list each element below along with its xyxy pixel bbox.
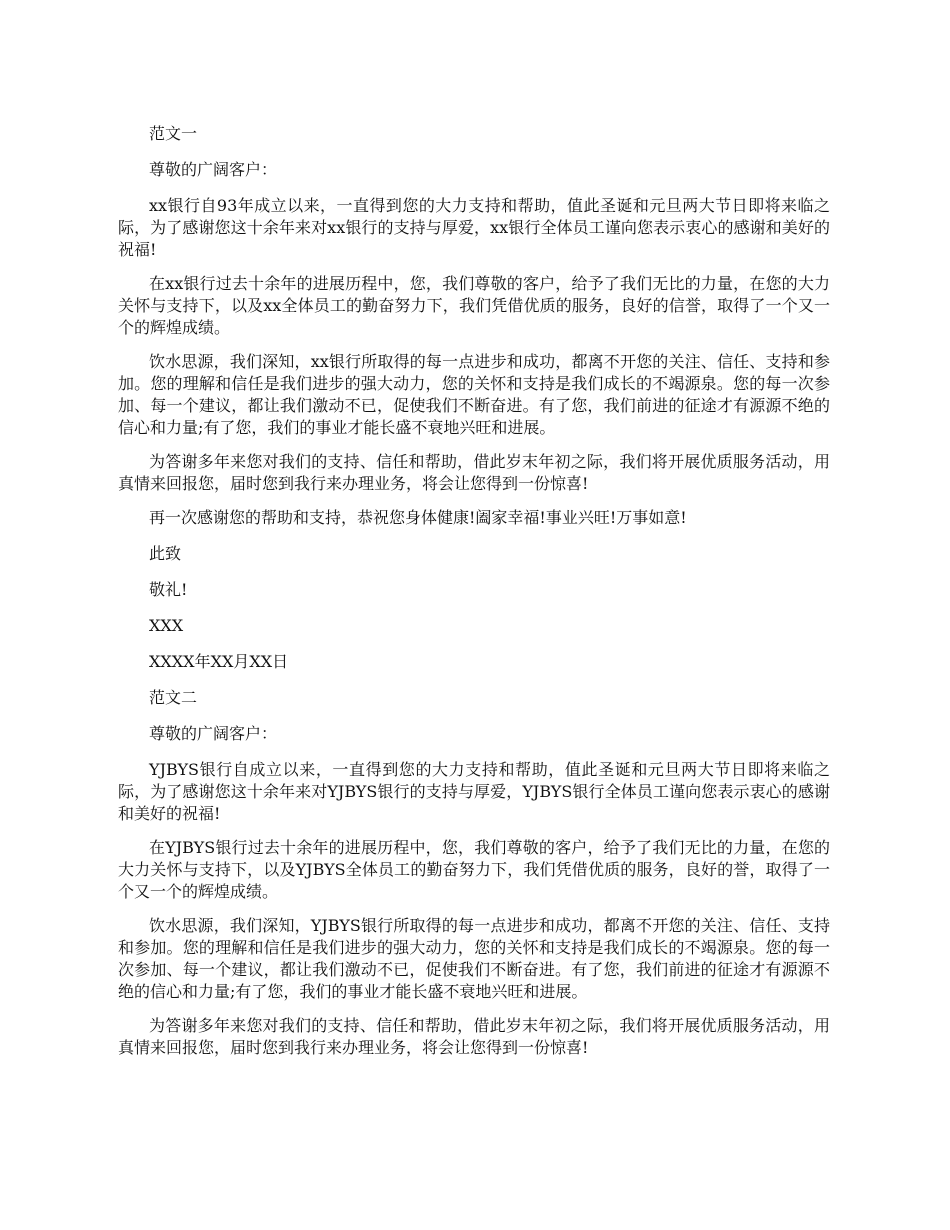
- document-body: [118, 123, 830, 1071]
- body-paragraph: 为答谢多年来您对我们的支持、信任和帮助，借此岁末年初之际，我们将开展优质服务活动，用真情来回报您，届时您到我行来办理业务，将会让您得到一份惊喜!: [118, 452, 830, 493]
- body-paragraph: 饮水思源，我们深知，xx银行所取得的每一点进步和成功，都离不开您的关注、信任、支持和参加。您的理解和信任是我们进步的强大动力，您的关怀和支持是我们成长的不竭源泉。您的每一次参加、每一个建议，都让我们激动不已，促使我们不断奋进。有了您，我们前进的征途才有源源不绝的信心和力量;有了您，我们的事业才能长盛不衰地兴旺和进展。: [118, 352, 830, 437]
- section-heading-sample-one: 范文一: [149, 124, 198, 143]
- section-heading-sample-two: 范文二: [149, 688, 198, 707]
- signature: XXX: [149, 616, 184, 635]
- body-paragraph: 为答谢多年来您对我们的支持、信任和帮助，借此岁末年初之际，我们将开展优质服务活动，用真情来回报您，届时您到我行来办理业务，将会让您得到一份惊喜!: [118, 1016, 830, 1057]
- body-paragraph: 饮水思源，我们深知，YJBYS银行所取得的每一点进步和成功，都离不开您的关注、信任、支持和参加。您的理解和信任是我们进步的强大动力，您的关怀和支持是我们成长的不竭源泉。您的每一次参加、每一个建议，都让我们激动不已，促使我们不断奋进。有了您，我们前进的征途才有源源不绝的信心和力量;有了您，我们的事业才能长盛不衰地兴旺和进展。: [118, 916, 830, 1001]
- closing-line: 此致: [149, 544, 182, 563]
- body-paragraph: 在xx银行过去十余年的进展历程中，您，我们尊敬的客户，给予了我们无比的力量，在您的大力关怀与支持下，以及xx全体员工的勤奋努力下，我们凭借优质的服务，良好的信誉，取得了一个又一个的辉煌成绩。: [118, 274, 830, 337]
- body-paragraph: 在YJBYS银行过去十余年的进展历程中，您，我们尊敬的客户，给予了我们无比的力量，在您的大力关怀与支持下，以及YJBYS全体员工的勤奋努力下，我们凭借优质的服务，良好的誉，取得了一个又一个的辉煌成绩。: [118, 838, 830, 901]
- body-paragraph: YJBYS银行自成立以来，一直得到您的大力支持和帮助，值此圣诞和元旦两大节日即将来临之际，为了感谢您这十余年来对YJBYS银行的支持与厚爱，YJBYS银行全体员工谨向您表示衷心的感谢和美好的祝福!: [118, 760, 830, 823]
- date-line: XXXX年XX月XX日: [149, 652, 289, 671]
- body-paragraph: 再一次感谢您的帮助和支持，恭祝您身体健康!阖家幸福!事业兴旺!万事如意!: [149, 508, 687, 527]
- salutation: 尊敬的广阔客户：: [149, 724, 278, 743]
- body-paragraph: xx银行自93年成立以来，一直得到您的大力支持和帮助，值此圣诞和元旦两大节日即将来临之际，为了感谢您这十余年来对xx银行的支持与厚爱，xx银行全体员工谨向您表示衷心的感谢和美好的祝福!: [118, 196, 830, 259]
- closing-greeting: 敬礼!: [149, 580, 188, 599]
- salutation: 尊敬的广阔客户：: [149, 160, 278, 179]
